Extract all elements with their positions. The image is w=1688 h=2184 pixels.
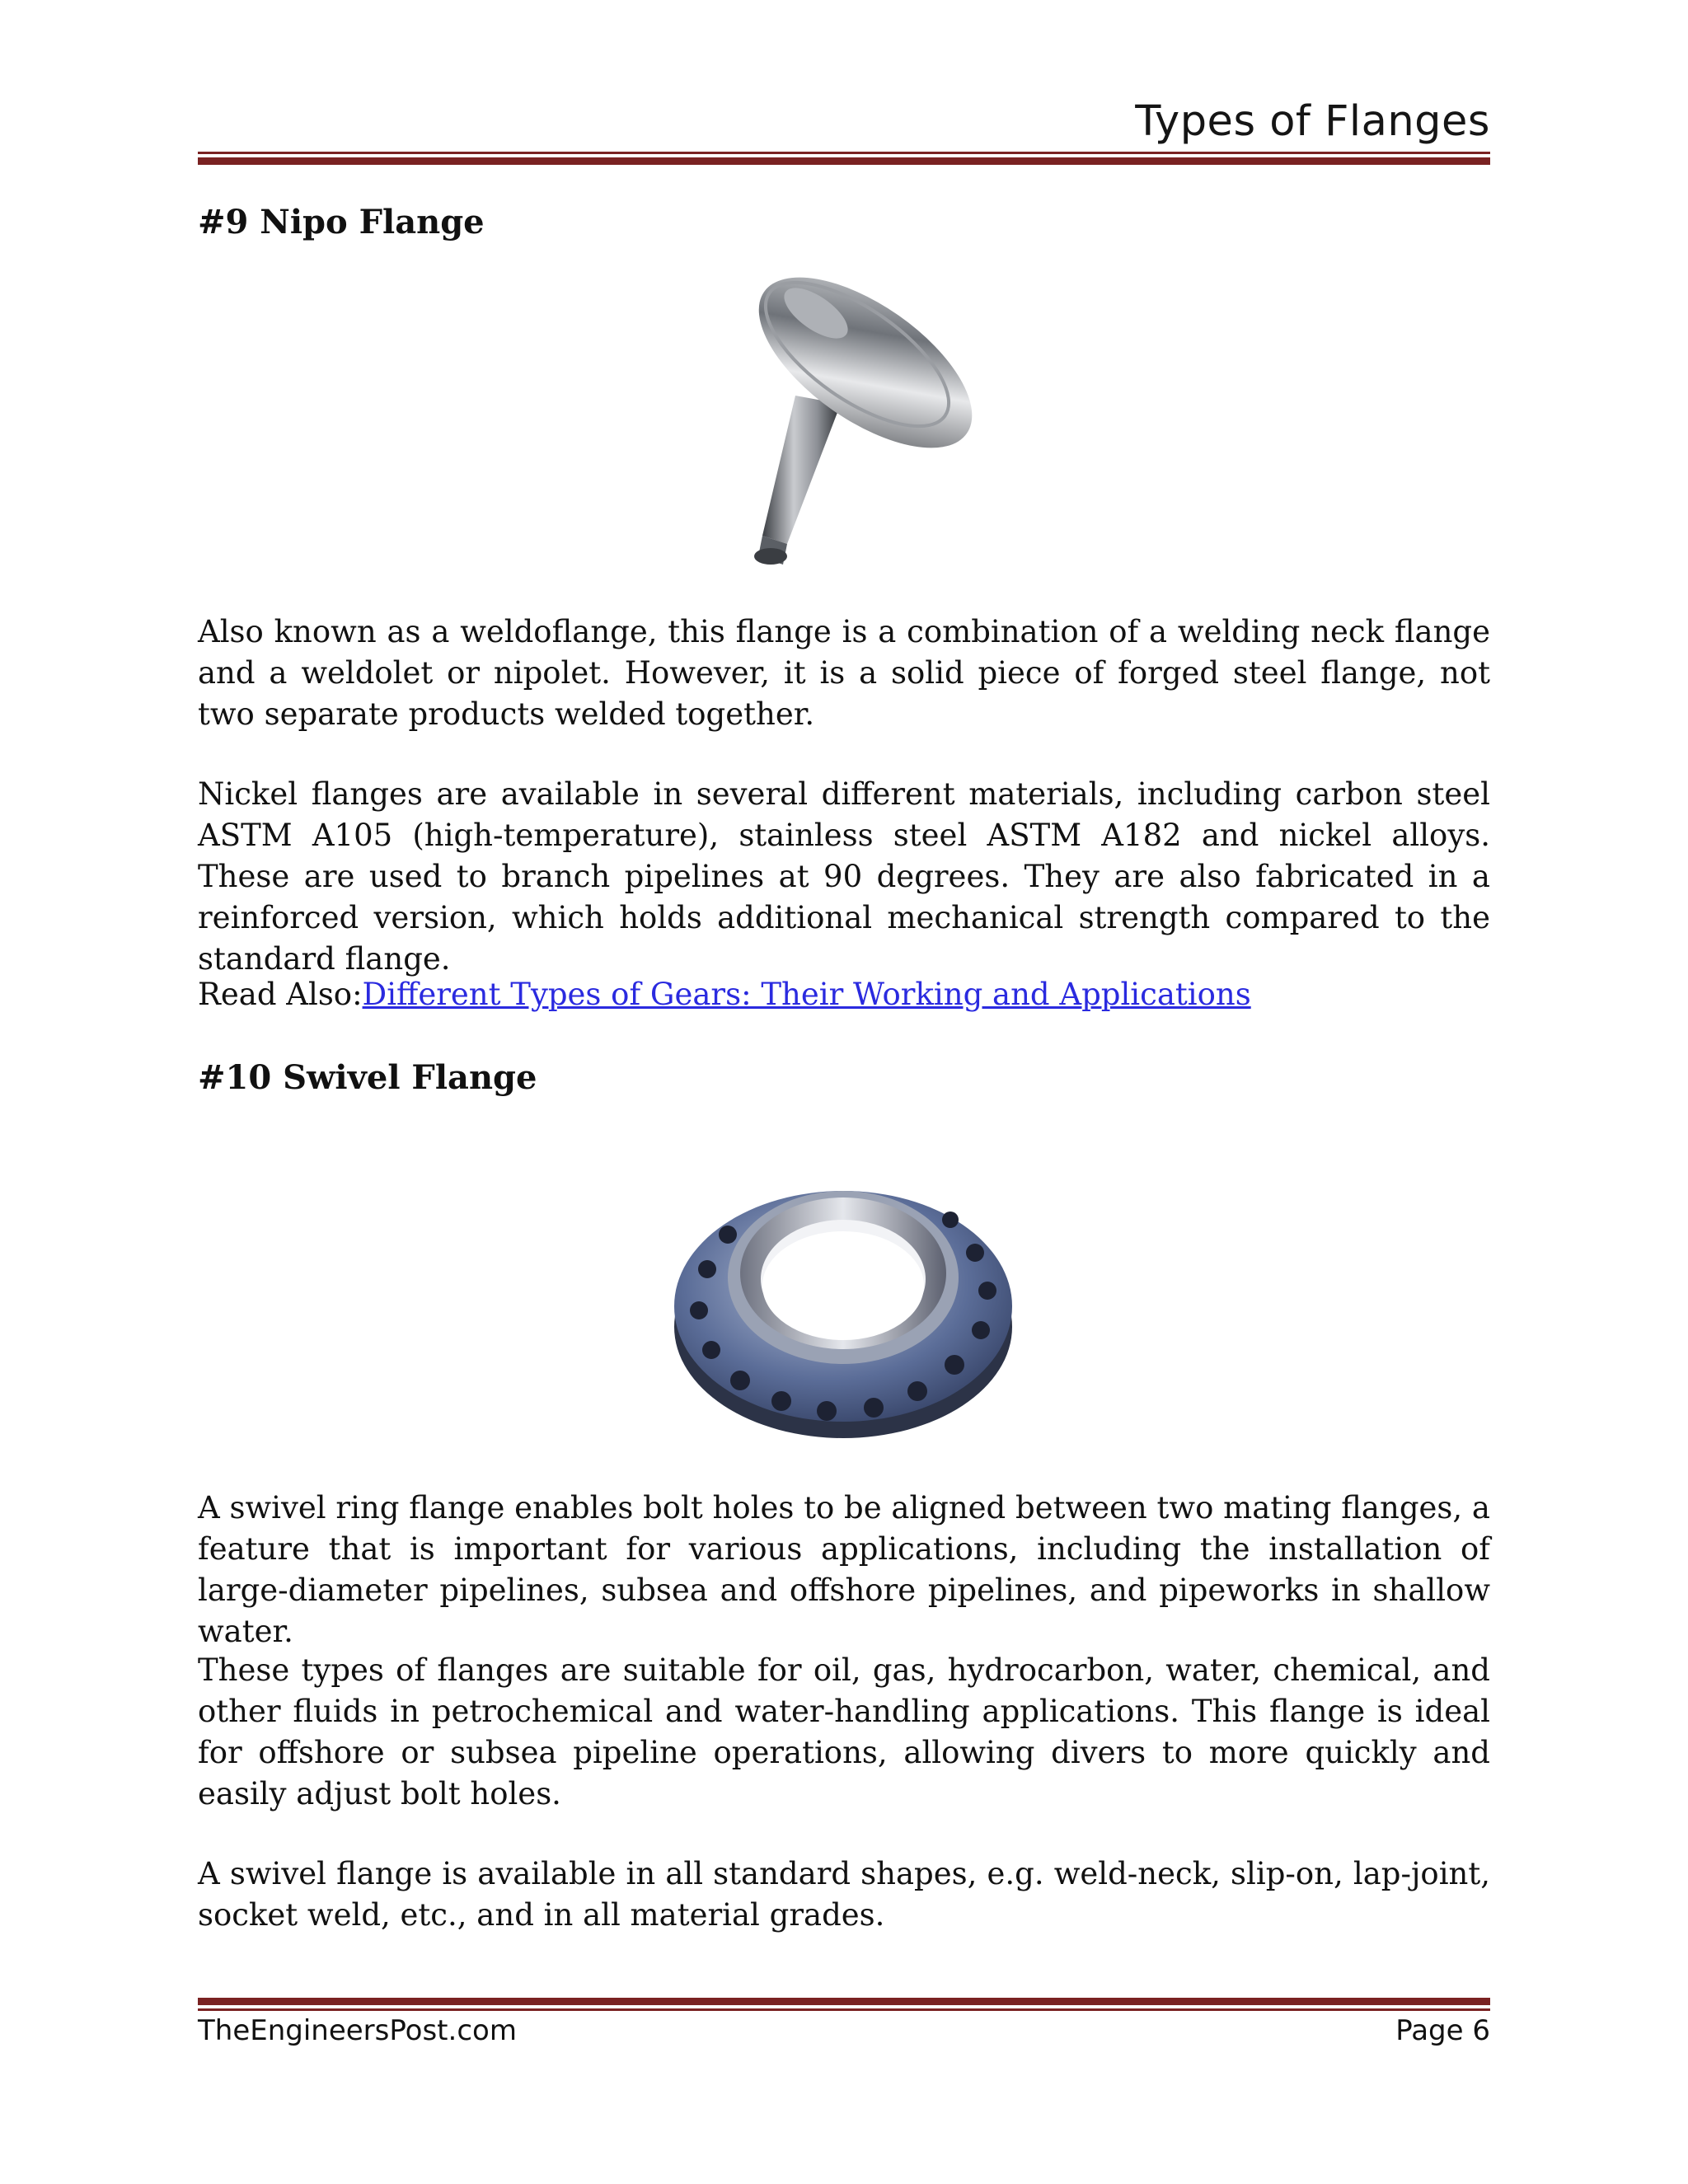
- footer-rule: [198, 1998, 1490, 2011]
- section-heading-nipo-flange: #9 Nipo Flange: [198, 203, 485, 241]
- swivel-paragraph-2: These types of flanges are suitable for oil, gas, hydrocarbon, water, chemical, and other fluids in petrochemical and water-handling applications. This flange is ideal for offshore or subsea pipeline operations, allowing divers to more quickly and easily adjust bolt holes.: [198, 1652, 1490, 1811]
- footer-page-number: Page 6: [1395, 2014, 1490, 2047]
- read-also-link[interactable]: Different Types of Gears: Their Working and Applications: [362, 977, 1251, 1012]
- section-heading-swivel-flange: #10 Swivel Flange: [198, 1058, 537, 1097]
- header-rule: [198, 152, 1490, 165]
- read-also: [198, 974, 1251, 1015]
- nipo-paragraph-1: Also known as a weldoflange, this flange is a combination of a welding neck flange and a weldolet or nipolet. However, it is a solid piece of forged steel flange, not two separate products welded together.: [198, 614, 1490, 732]
- swivel-flange-image: [658, 1137, 1029, 1451]
- read-also-prefix: Read Also:: [198, 977, 363, 1012]
- swivel-paragraph-3: A swivel flange is available in all standard shapes, e.g. weld-neck, slip-on, lap-joint, socket weld, etc., and in all material grades.: [198, 1856, 1490, 1933]
- footer-site: TheEngineersPost.com: [198, 2014, 517, 2047]
- nipo-paragraph-2: Nickel flanges are available in several different materials, including carbon steel ASTM A105 (high-temperature), stainless steel ASTM A182 and nickel alloys. These are used to branch pipelines at 90 degrees. They are also fabricated in a reinforced version, which holds additional mechanical strength compared to the standard flange.: [198, 776, 1490, 977]
- nipo-flange-image: [717, 272, 997, 577]
- swivel-paragraph-1: A swivel ring flange enables bolt holes to be aligned between two mating flanges, a feature that is important for various applications, including the installation of large-diameter pipelines, subsea and offshore pipelines, and pipeworks in shallow water.: [198, 1490, 1490, 1649]
- header-title: Types of Flanges: [1135, 97, 1490, 146]
